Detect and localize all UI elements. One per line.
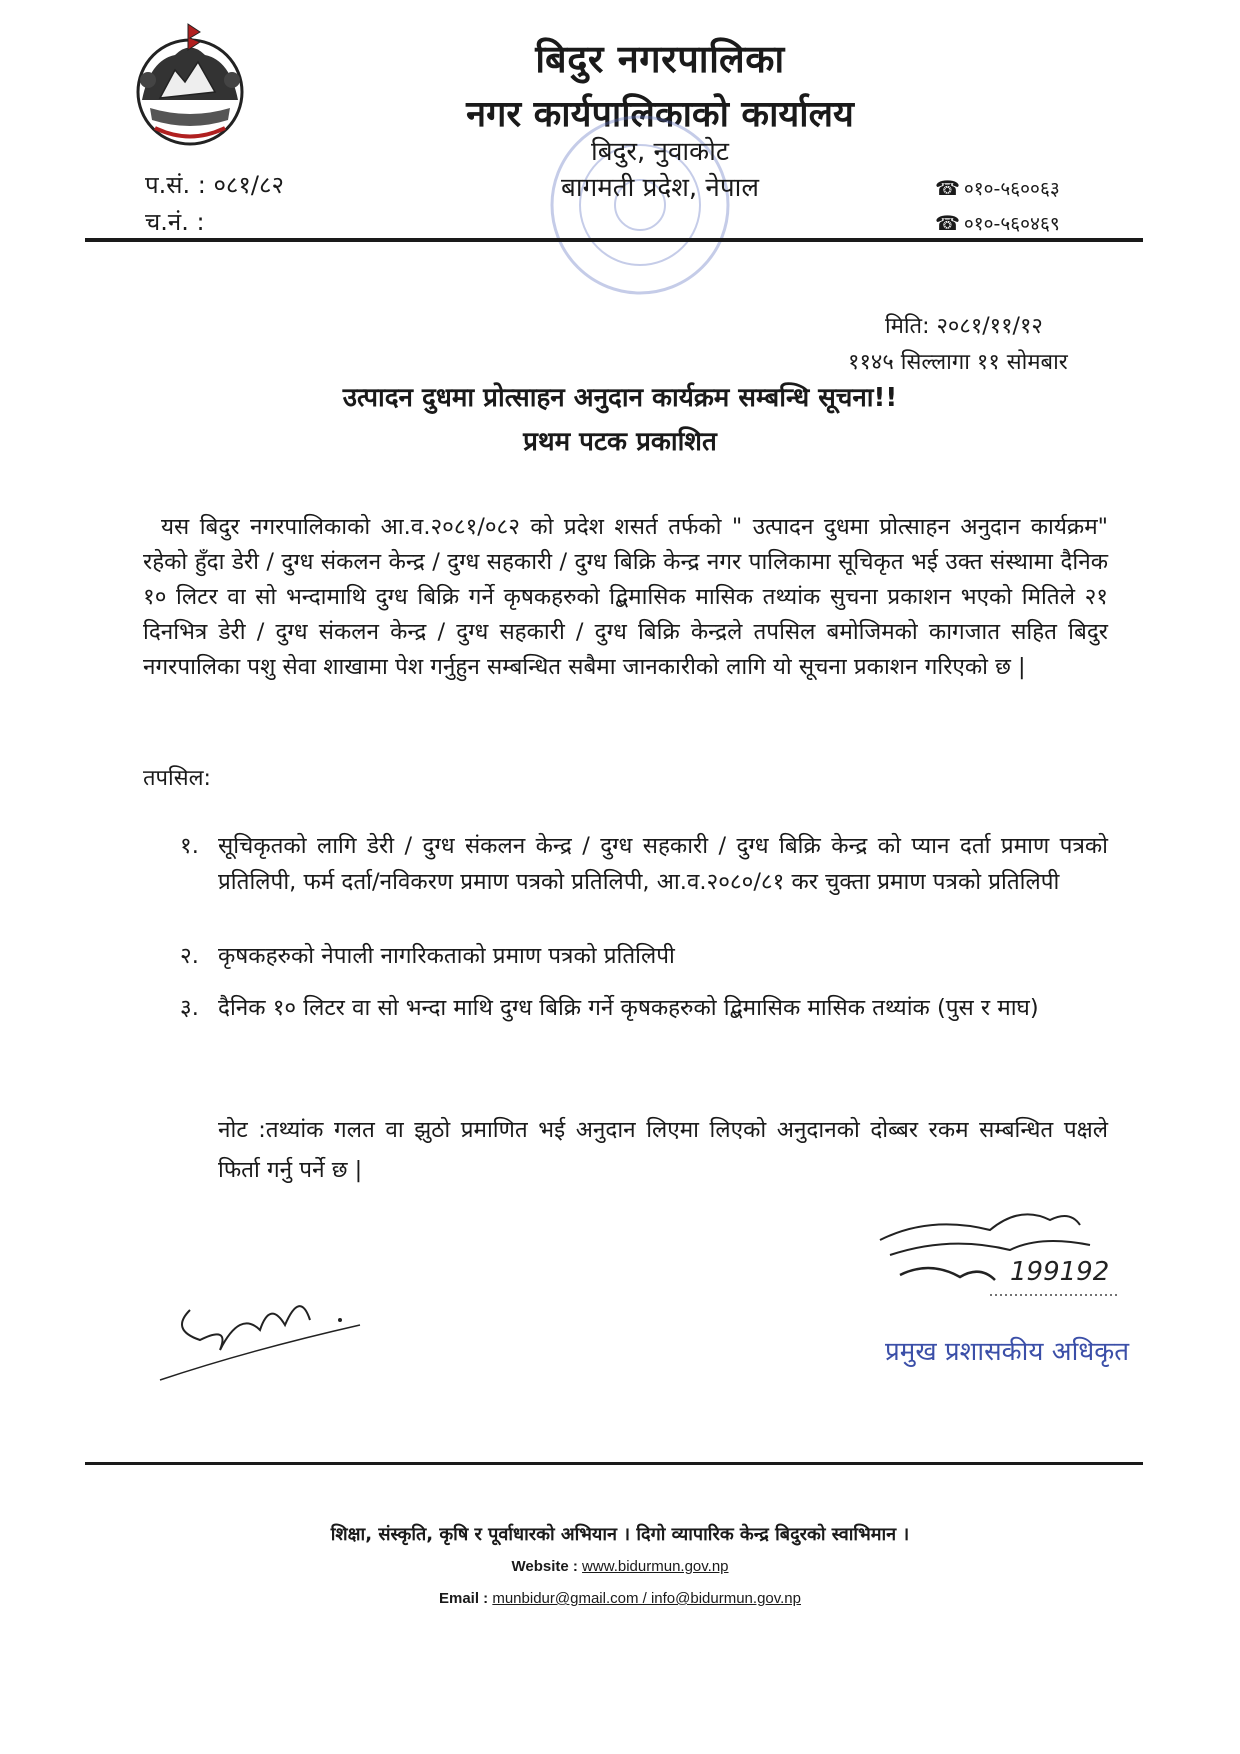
list-item	[180, 990, 1108, 1026]
notice-title: उत्पादन दुधमा प्रोत्साहन अनुदान कार्यक्रम सम्बन्धि सूचना!!	[342, 383, 898, 413]
phone-2	[935, 210, 1060, 236]
list-item-number: १.	[180, 833, 199, 859]
phone-1-number: ०१०-५६००६३	[963, 178, 1060, 200]
list-item-number: ३.	[180, 995, 199, 1021]
dispatch-number: च.नं. :	[145, 208, 205, 236]
notice-subtitle: प्रथम पटक प्रकाशित	[523, 427, 717, 457]
email-link[interactable]: munbidur@gmail.com / info@bidurmun.gov.np	[492, 1590, 801, 1607]
annex-label: तपसिल:	[143, 766, 211, 791]
address-line-1: बिदुर, नुवाकोट	[591, 137, 729, 167]
org-name: बिदुर नगरपालिका	[535, 37, 785, 81]
list-item-number: २.	[180, 943, 199, 969]
phone-2-number: ०१०-५६०४६९	[963, 213, 1060, 235]
nepal-government-emblem-icon	[120, 20, 260, 155]
footer-divider	[85, 1462, 1143, 1465]
footer-slogan: शिक्षा, संस्कृति, कृषि र पूर्वाधारको अभियान । दिगो व्यापारिक केन्द्र बिदुरको स्वाभिमान ।	[330, 1524, 910, 1545]
address-line-2: बागमती प्रदेश, नेपाल	[561, 173, 759, 203]
notice-body: यस बिदुर नगरपालिकाको आ.व.२०८१/०८२ को प्रदेश शसर्त तर्फको " उत्पादन दुधमा प्रोत्साहन अनुदान कार्यक्रम" रहेको हुँदा डेरी / दुग्ध संकलन केन्द्र / दुग्ध सहकारी / दुग्ध बिक्रि केन्द्र नगर पालिकामा सूचिकृत भई उक्त संस्थामा दैनिक १० लिटर वा सो भन्दामाथि दुग्ध बिक्रि गर्ने कृषकहरुको द्बिमासिक मासिक तथ्यांक सुचना प्रकाशन भएको मितिले २१ दिनभित्र डेरी / दुग्ध संकलन केन्द्र / दुग्ध सहकारी / दुग्ध बिक्रि केन्द्रले तपसिल बमोजिमको कागजात सहित बिदुर नगरपालिका पशु सेवा शाखामा पेश गर्नुहुन सम्बन्धित सबैमा जानकारीको लागि यो सूचना प्रकाशन गरिएको छ |	[143, 514, 1108, 680]
list-item-text: सूचिकृतको लागि डेरी / दुग्ध संकलन केन्द्र / दुग्ध सहकारी / दुग्ध बिक्रि केन्द्र को प्यान दर्ता प्रमाण पत्रको प्रतिलिपी, फर्म दर्ता/नविकरण प्रमाण पत्रको प्रतिलिपी, आ.व.२०८०/८१ कर चुक्ता प्रमाण पत्रको प्रतिलिपी	[218, 833, 1108, 895]
phone-1	[935, 175, 1060, 201]
footer-email	[120, 1590, 1120, 1607]
website-label: Website :	[511, 1558, 583, 1575]
footer-website	[120, 1558, 1120, 1575]
signatory-title: प्रमुख प्रशासकीय अधिकृत	[885, 1337, 1130, 1367]
office-name: नगर कार्यपालिकाको कार्यालय	[466, 94, 854, 135]
reference-number: प.सं. : ०८१/८२	[145, 171, 284, 199]
note: नोट :तथ्यांक गलत वा झुठो प्रमाणित भई अनुदान लिएमा लिएको अनुदानको दोब्बर रकम सम्बन्धित पक्षले फिर्ता गर्नु पर्ने छ |	[218, 1117, 1108, 1183]
officer-signature	[870, 1195, 1130, 1310]
svg-text:199192: 199192	[1010, 1257, 1110, 1287]
email-label: Email :	[438, 1590, 493, 1607]
list-item	[180, 828, 1108, 900]
author-signature	[150, 1270, 370, 1390]
website-link[interactable]: www.bidurmun.gov.np	[582, 1558, 729, 1575]
dispatch-line: ११४५ सिल्लागा ११ सोमबार	[848, 350, 1068, 375]
header-divider	[85, 238, 1143, 242]
date-line: मिति: २०८१/११/१२	[885, 314, 1043, 339]
list-item-text: दैनिक १० लिटर वा सो भन्दा माथि दुग्ध बिक्रि गर्ने कृषकहरुको द्बिमासिक मासिक तथ्यांक (पुस र माघ)	[218, 995, 1039, 1021]
list-item	[180, 938, 1108, 974]
telephone-icon: ☎	[935, 211, 960, 235]
telephone-icon: ☎	[935, 176, 960, 200]
list-item-text: कृषकहरुको नेपाली नागरिकताको प्रमाण पत्रको प्रतिलिपी	[218, 943, 675, 969]
